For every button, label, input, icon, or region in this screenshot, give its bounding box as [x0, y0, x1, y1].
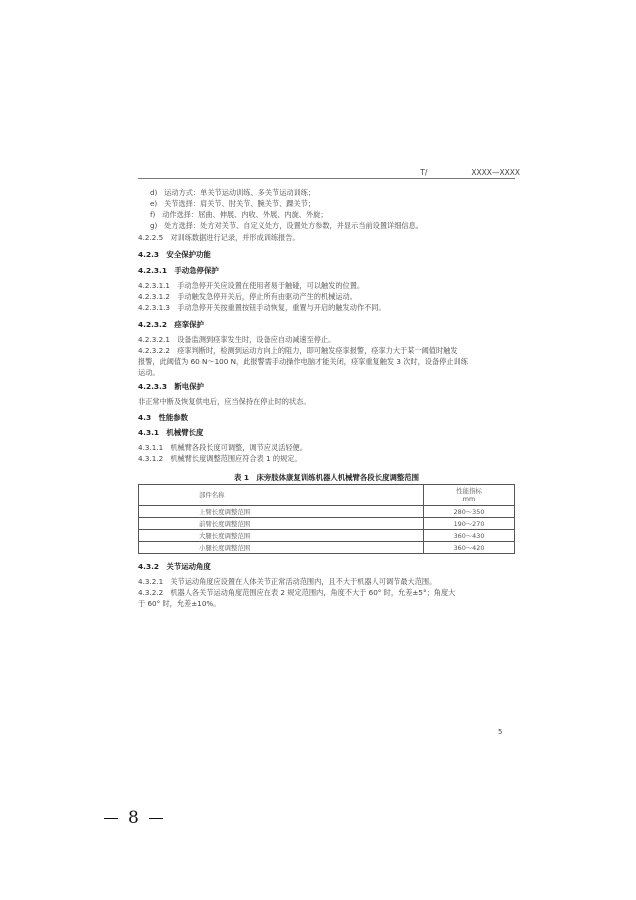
heading-4-3-2: 4.3.2 关节运动角度 [138, 562, 211, 571]
table-caption: 表 1 床旁肢体康复训练机器人机械臂各段长度调整范围 [233, 473, 420, 482]
heading-4-3: 4.3 性能参数 [138, 413, 189, 422]
clause-4-2-3-1-2: 4.2.3.1.2 手动触发急停开关后，停止所有由驱动产生的机械运动。 [138, 292, 357, 301]
table-cell-part: 上臂长度调整范围 [139, 506, 424, 518]
list-item-g: g) 处方选择：处方对关节、自定义处方，设置处方参数，并显示当前设置详细信息。 [150, 221, 423, 230]
table-cell-value: 280～350 [424, 506, 515, 518]
table-cell-part: 大腿长度调整范围 [139, 530, 424, 542]
list-item-e: e) 关节选择：肩关节、肘关节、腕关节、踝关节； [150, 199, 316, 208]
table-cell-value: 190～270 [424, 518, 515, 530]
table-cell-value: 360～430 [424, 530, 515, 542]
clause-4-3-1-2: 4.3.1.2 机械臂长度调整范围应符合表 1 的规定。 [138, 454, 302, 463]
table-row [139, 542, 515, 554]
page-number: 5 [498, 728, 503, 736]
clause-4-2-3-2-2-line2: 报警，此阈值为 60 N～100 N，此报警需手动操作电脑才能关闭，痉挛重复触发 3 次时，设备停止训练 [138, 357, 468, 366]
clause-4-3-1-1: 4.3.1.1 机械臂各段长度可调整，调节应灵活轻便。 [138, 443, 307, 452]
clause-4-2-2-5: 4.2.2.5 对训练数据进行记录，并形成训练报告。 [138, 233, 300, 242]
clause-4-3-2-2-line2: 于 60° 时，允差±10%。 [138, 599, 221, 608]
table-header-performance [424, 485, 515, 506]
clause-4-2-3-1-3: 4.2.3.1.3 手动急停开关按重置按钮手动恢复，重置与开启的触发动作不同。 [138, 303, 386, 312]
clause-4-2-3-1-1: 4.2.3.1.1 手动急停开关应设置在使用者易于触碰，可以触发的位置。 [138, 281, 365, 290]
clause-4-2-3-2-1: 4.2.3.2.1 设备监测到痉挛发生时，设备应自动减速至停止。 [138, 335, 336, 344]
clause-4-2-3-2-2-line1: 4.2.3.2.2 痉挛判断时，检测到运动方向上的阻力，即可触发痉挛报警，痉挛力大于某一阈值时触发 [138, 346, 458, 355]
clause-4-3-2-2-line1: 4.3.2.2 机器人各关节运动角度范围应在表 2 规定范围内，角度不大于 60° 时，允差±5°；角度大 [138, 588, 456, 597]
table-cell-value: 360～420 [424, 542, 515, 554]
table-row [139, 530, 515, 542]
heading-4-3-1: 4.3.1 机械臂长度 [138, 428, 204, 437]
list-item-d: d) 运动方式：单关节运动训练、多关节运动训练； [150, 188, 316, 197]
clause-4-2-3-3-text: 非正常中断及恢复供电后，应当保持在停止时的状态。 [138, 397, 311, 406]
table-row [139, 506, 515, 518]
table-header-unit: mm [462, 495, 476, 503]
heading-4-2-3-2: 4.2.3.2 痉挛保护 [138, 320, 204, 329]
list-item-f: f) 动作选择：屈曲、伸展、内收、外展、内旋、外旋； [150, 210, 328, 219]
table-header-row [139, 485, 515, 506]
standard-number: XXXX—XXXX [471, 168, 520, 177]
table-row [139, 518, 515, 530]
folio-number: 8 [128, 808, 139, 828]
standard-number-header [420, 168, 520, 177]
heading-4-2-3-3: 4.2.3.3 断电保护 [138, 382, 204, 391]
folio-dash-right [149, 818, 163, 819]
heading-4-2-3: 4.2.3 安全保护功能 [138, 250, 211, 259]
header-rule [138, 178, 515, 179]
clause-4-2-3-2-2-line3: 运动。 [138, 368, 160, 377]
folio-dash-left [104, 818, 118, 819]
clause-4-3-2-1: 4.3.2.1 关节运动角度应设置在人体关节正常活动范围内，且不大于机器人可调节最大范围。 [138, 577, 437, 586]
heading-4-2-3-1: 4.2.3.1 手动急停保护 [138, 266, 219, 275]
table-header-part-name: 部件名称 [139, 485, 424, 506]
folio [94, 808, 173, 828]
table-header-performance-label: 性能指标 [456, 487, 482, 495]
standard-prefix: T/ [420, 168, 428, 177]
length-range-table [138, 484, 515, 554]
table-cell-part: 前臂长度调整范围 [139, 518, 424, 530]
table-cell-part: 小腿长度调整范围 [139, 542, 424, 554]
